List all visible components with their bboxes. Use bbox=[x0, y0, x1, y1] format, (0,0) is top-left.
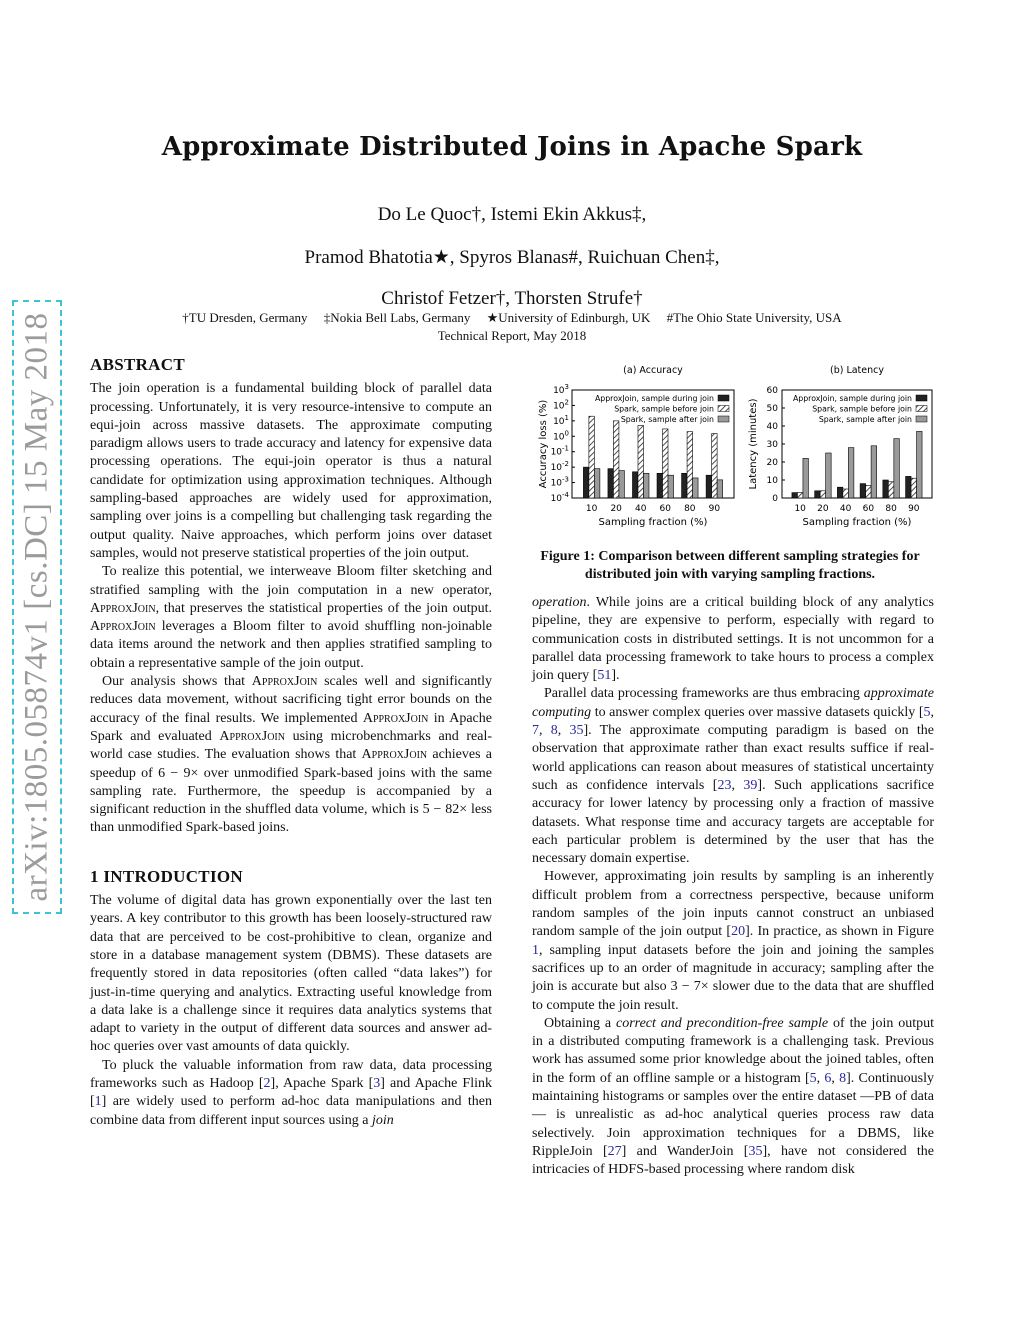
bar bbox=[657, 473, 663, 498]
bar bbox=[792, 493, 798, 498]
bar bbox=[871, 446, 877, 498]
bar bbox=[826, 453, 832, 498]
arxiv-sidebar[interactable] bbox=[12, 300, 62, 914]
legend-label: Spark, sample after join bbox=[620, 415, 714, 424]
bar bbox=[860, 484, 866, 498]
bar bbox=[638, 426, 644, 498]
y-tick-label: 50 bbox=[766, 404, 778, 414]
figure-1 bbox=[520, 356, 940, 546]
bar bbox=[917, 431, 923, 498]
bar bbox=[837, 487, 843, 498]
bar bbox=[803, 458, 809, 498]
citation[interactable]: 35 bbox=[569, 723, 584, 739]
abstract-paragraph-3: Our analysis shows that ApproxJoin scales well and significantly reduces data movement, without sacrificing tight error bounds on the accuracy of the final results. We implemented ApproxJoin in Apache Spark and evaluated ApproxJoin using microbenchmarks and real-world case studies. The evaluation shows that ApproxJoin achieves a speedup of 6 − 9× over unmodified Spark-based joins with the same sampling rate. Furthermore, the speedup is accompanied by a significant reduction in the shuffled data volume, which is 5 − 82× less than unmodified Spark-based joins. bbox=[90, 674, 492, 836]
y-axis-label: Accuracy loss (%) bbox=[538, 399, 549, 489]
bar bbox=[848, 448, 854, 498]
y-tick-label: 60 bbox=[766, 386, 778, 396]
legend-swatch bbox=[916, 416, 927, 422]
citation[interactable]: 1 bbox=[94, 1094, 102, 1110]
y-tick-label: $10^2$ bbox=[553, 398, 569, 412]
x-tick-label: 90 bbox=[908, 504, 920, 514]
bar bbox=[693, 478, 699, 498]
legend-label: Spark, sample after join bbox=[818, 415, 912, 424]
figure-caption: Figure 1: Comparison between different sampling strategies for distributed join with varying sampling fractions. bbox=[540, 549, 920, 582]
right-paragraph-0: operation. While joins are a critical building block of any analytics pipeline, they are expensive to perform, especially with regard to communication costs in distributed settings. It is not uncommon for a parallel data processing framework to take hours to process a complex join query [51]. bbox=[532, 595, 934, 684]
bar bbox=[706, 475, 712, 498]
y-tick-label: 0 bbox=[772, 494, 778, 504]
citation[interactable]: 5 bbox=[809, 1070, 817, 1086]
x-tick-label: 40 bbox=[839, 504, 852, 514]
bar bbox=[717, 480, 723, 498]
citation[interactable]: 2 bbox=[263, 1075, 271, 1091]
bar bbox=[906, 476, 912, 498]
bar bbox=[888, 482, 894, 498]
legend-swatch bbox=[718, 416, 729, 422]
legend-label: Spark, sample before join bbox=[614, 404, 714, 414]
authors-line-3: Christof Fetzer†, Thorsten Strufe† bbox=[381, 288, 643, 309]
right-paragraph-2: However, approximating join results by sampling is an inherently difficult problem from a correctness perspective, because uniform random samples of the join inputs cannot construct an unbiased random sample of the join output [20]. In practice, as shown in Figure 1, sampling input datasets before the join and joining the samples sacrifices up to an order of magnitude in accuracy; sampling after the join is accurate but also 3 − 7× slower due to the data that are shuffled to compute the join result. bbox=[532, 869, 934, 1013]
citation[interactable]: 23 bbox=[717, 777, 732, 793]
x-tick-label: 20 bbox=[817, 504, 829, 514]
abstract-paragraph-2: To realize this potential, we interweave Bloom filter sketching and stratified sampling with the join computation in a new operator, ApproxJoin, that preserves the statistical properties of the join output. ApproxJoin leverages a Bloom filter to avoid shuffling non-joinable data items around the network and then applies stratified sampling to obtain a representative sample of the join output. bbox=[90, 564, 492, 671]
bar bbox=[619, 471, 625, 498]
chart-accuracy bbox=[538, 365, 734, 528]
arxiv-id[interactable]: arXiv:1805.05874v1 [cs.DC] 15 May 2018 bbox=[18, 312, 55, 902]
bar bbox=[608, 469, 614, 498]
y-tick-label: $10^3$ bbox=[553, 383, 569, 396]
bar bbox=[663, 429, 669, 498]
abstract-heading: ABSTRACT bbox=[90, 355, 185, 374]
bar bbox=[797, 493, 803, 498]
bar bbox=[911, 478, 917, 498]
y-tick-label: 10 bbox=[766, 476, 778, 486]
chart-title: (b) Latency bbox=[829, 365, 885, 376]
chart-title: (a) Accuracy bbox=[623, 365, 683, 376]
report-date: Technical Report, May 2018 bbox=[437, 328, 587, 343]
affiliations: †TU Dresden, Germany ‡Nokia Bell Labs, Germany ★University of Edinburgh, UK #The Ohio State University, USA bbox=[182, 310, 842, 325]
right-column bbox=[532, 594, 934, 1180]
citation[interactable]: 7 bbox=[532, 723, 539, 739]
bar bbox=[894, 439, 900, 498]
legend-label: ApproxJoin, sample during join bbox=[792, 394, 912, 403]
bar bbox=[687, 432, 693, 498]
x-tick-label: 10 bbox=[794, 504, 806, 514]
x-tick-label: 40 bbox=[635, 504, 647, 514]
x-tick-label: 20 bbox=[610, 504, 622, 514]
legend-swatch bbox=[718, 406, 729, 412]
bar bbox=[583, 467, 589, 498]
y-tick-label: $10^{-3}$ bbox=[550, 475, 569, 489]
legend-label: ApproxJoin, sample during join bbox=[594, 394, 714, 403]
citation[interactable]: 35 bbox=[748, 1143, 763, 1159]
bar bbox=[866, 485, 872, 498]
bar bbox=[632, 472, 638, 498]
figure-link[interactable]: 1 bbox=[532, 942, 539, 958]
legend-swatch bbox=[916, 395, 927, 401]
y-tick-label: $10^0$ bbox=[553, 429, 569, 443]
x-axis-label: Sampling fraction (%) bbox=[802, 517, 912, 528]
citation[interactable]: 39 bbox=[743, 777, 758, 793]
authors-line-2: Pramod Bhatotia★, Spyros Blanas#, Ruichuan Chen‡, bbox=[304, 247, 720, 268]
citation[interactable]: 5 bbox=[923, 704, 931, 720]
legend-swatch bbox=[718, 395, 729, 401]
chart-latency bbox=[748, 365, 932, 528]
citation[interactable]: 3 bbox=[373, 1075, 381, 1091]
y-tick-label: 30 bbox=[766, 440, 778, 450]
y-axis-label: Latency (minutes) bbox=[748, 398, 759, 490]
y-tick-label: $10^1$ bbox=[553, 413, 569, 427]
y-tick-label: $10^{-4}$ bbox=[550, 491, 569, 504]
citation[interactable]: 27 bbox=[607, 1143, 622, 1159]
intro-paragraph-2: To pluck the valuable information from raw data, data processing frameworks such as Hadoop [2], Apache Spark [3] and Apache Flink [1] are widely used to perform ad-hoc data manipulations and then combine data from different input sources using a join bbox=[90, 1057, 492, 1128]
y-tick-label: 40 bbox=[766, 422, 778, 432]
abstract-paragraph-1: The join operation is a fundamental building block of parallel data processing. Unfortunately, it is very resource-intensive to compute an equi-join across massive datasets. The approximate computing paradigm allows users to trade accuracy and latency for expensive data processing operations. The equi-join operator is thus a natural candidate for optimization using approximation techniques. Although sampling-based approaches are widely used for approximation, sampling over joins is a compelling but challenging task regarding the output quality. Naive approaches, which perform joins over dataset samples, would not preserve statistical properties of the join output. bbox=[90, 381, 492, 561]
right-paragraph-1: Parallel data processing frameworks are thus embracing approximate computing to answer complex queries over massive datasets quickly [5, 7, 8, 35]. The approximate computing paradigm is based on the observation that approximate rather than exact results suffice if real-world applications can reason about measures of statistical uncertainty such as confidence intervals [23, 39]. Such applications sacrifice accuracy for lower latency by processing only a fraction of massive datasets. What response time and accuracy targets are acceptable for each particular problem is determined by the user that has the necessary domain expertise. bbox=[532, 686, 935, 867]
citation[interactable]: 51 bbox=[597, 668, 612, 684]
left-column bbox=[90, 356, 492, 1130]
x-tick-label: 90 bbox=[708, 504, 721, 514]
citation[interactable]: 6 bbox=[824, 1070, 832, 1086]
bar bbox=[815, 491, 821, 498]
authors-line-1: Do Le Quoc†, Istemi Ekin Akkus‡, bbox=[377, 204, 647, 225]
x-tick-label: 10 bbox=[585, 504, 598, 514]
bar bbox=[589, 416, 595, 498]
y-tick-label: $10^{-2}$ bbox=[550, 460, 569, 474]
bar bbox=[682, 473, 688, 498]
bar bbox=[820, 491, 826, 498]
introduction-heading: 1 INTRODUCTION bbox=[90, 866, 243, 886]
paper-title: Approximate Distributed Joins in Apache Spark bbox=[161, 132, 863, 162]
citation[interactable]: 20 bbox=[731, 924, 746, 940]
x-tick-label: 80 bbox=[885, 504, 897, 514]
x-axis-label: Sampling fraction (%) bbox=[598, 517, 708, 528]
legend-label: Spark, sample before join bbox=[812, 404, 912, 414]
bar bbox=[843, 489, 849, 498]
y-tick-label: $10^{-1}$ bbox=[550, 444, 569, 458]
intro-paragraph-1: The volume of digital data has grown exponentially over the last ten years. A key contributor to this growth has been loosely-structured raw data that are perceived to be cost-prohibitive to clean, organize and store in a database management system (DBMS). These datasets are frequently stored in data repositories (often called “data lakes”) for just-in-time querying and analytics. Extracting useful knowledge from a data lake is a challenge since it requires data analytics systems that adapt to variety in the output of different data sources and answer ad-hoc queries over vast amounts of data quickly. bbox=[90, 893, 492, 1055]
y-tick-label: 20 bbox=[766, 458, 778, 468]
bar bbox=[883, 480, 889, 498]
citation[interactable]: 8 bbox=[839, 1070, 847, 1086]
bar bbox=[712, 434, 718, 498]
citation[interactable]: 8 bbox=[550, 723, 558, 739]
x-tick-label: 80 bbox=[684, 504, 696, 514]
right-paragraph-3: Obtaining a correct and precondition-free sample of the join output in a distributed computing framework is a challenging task. Previous work has assumed some prior knowledge about the joined tables, often in the form of an offline sample or a histogram [5, 6, 8]. Continuously maintaining histograms or samples over the entire dataset —PB of data— is unrealistic as ad-hoc analytical queries process raw data selectively. Join approximation techniques for a DBMS, like RippleJoin [27] and WanderJoin [35], have not considered the intricacies of HDFS-based processing where random disk bbox=[532, 1015, 934, 1178]
bar bbox=[613, 421, 619, 498]
bar bbox=[643, 473, 649, 498]
x-tick-label: 60 bbox=[659, 504, 671, 514]
bar bbox=[594, 469, 600, 498]
x-tick-label: 60 bbox=[862, 504, 875, 514]
legend-swatch bbox=[916, 406, 927, 412]
bar bbox=[668, 475, 674, 498]
